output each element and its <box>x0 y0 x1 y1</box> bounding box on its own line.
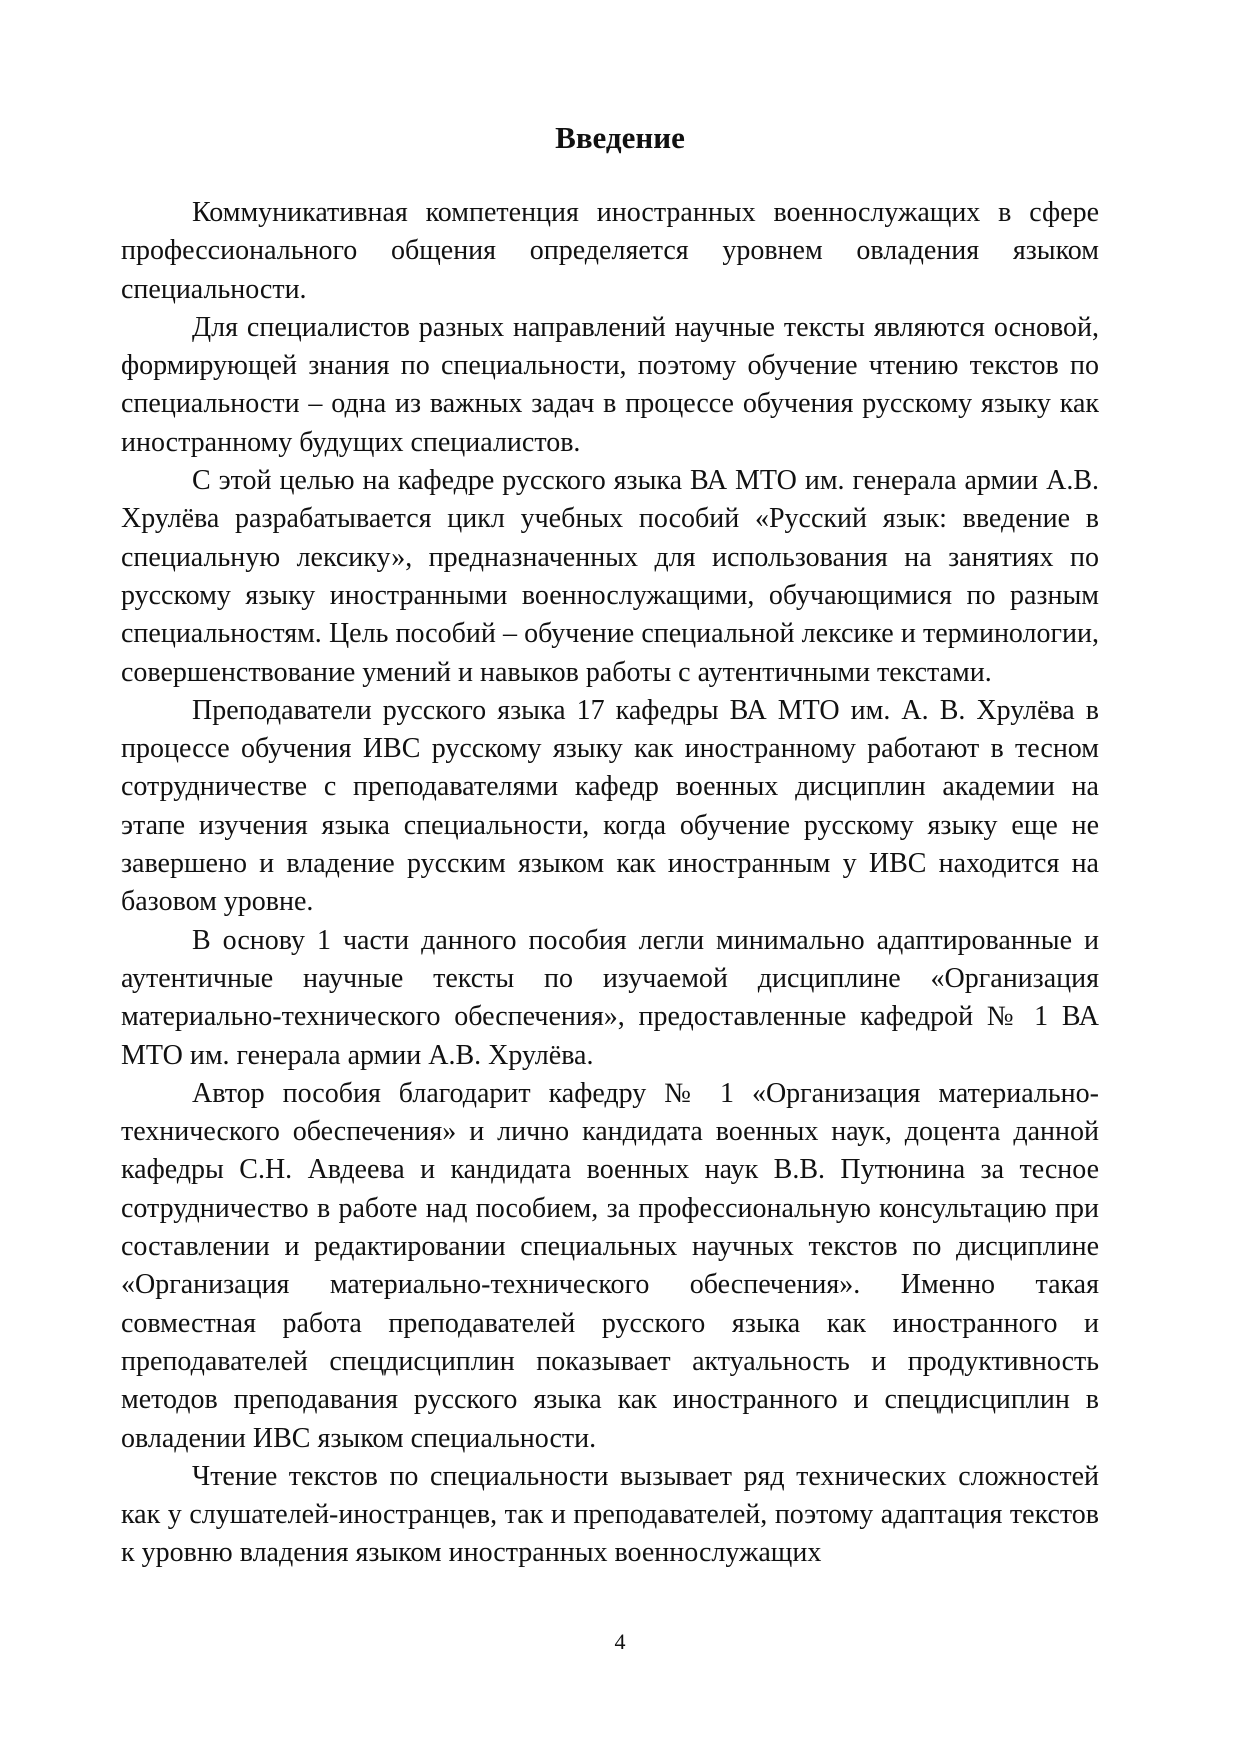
paragraph-4: Преподаватели русского языка 17 кафедры ВА МТО им. А. В. Хрулёва в процессе обучения ИВС русскому языку как иностранному работают в тесном сотрудничестве с преподавателями кафедр военных дисциплин академии на этапе изучения языка специальности, когда обучение русскому языку еще не завершено и владение русским языком как иностранным у ИВС находится на базовом уровне. <box>121 694 1099 918</box>
paragraph-7: Чтение текстов по специальности вызывает ряд технических сложностей как у слушателей-иностранцев, так и преподавателей, поэтому адаптация текстов к уровню владения языком иностранных военнослужащих <box>121 1460 1099 1569</box>
body-text <box>121 194 1099 1573</box>
paragraph-3: С этой целью на кафедре русского языка ВА МТО им. генерала армии А.В. Хрулёва разрабатывается цикл учебных пособий «Русский язык: введение в специальную лексику», предназначенных для использования на занятиях по русскому языку иностранными военнослужащими, обучающимися по разным специальностям. Цель пособий – обучение специальной лексике и терминологии, совершенствование умений и навыков работы с аутентичными текстами. <box>121 465 1099 688</box>
paragraph-6: Автор пособия благодарит кафедру № 1 «Организация материально-технического обеспечения» и лично кандидата военных наук, доцента данной кафедры С.Н. Авдеева и кандидата военных наук В.В. Путюнина за тесное сотрудничество в работе над пособием, за профессиональную консультацию при составлении и редактировании специальных научных текстов по дисциплине «Организация материально-технического обеспечения». Именно такая совместная работа преподавателей русского языка как иностранного и преподавателей спецдисциплин показывает актуальность и продуктивность методов преподавания русского языка как иностранного и спецдисциплин в овладении ИВС языком специальности. <box>121 1077 1099 1454</box>
page-number: 4 <box>614 1629 626 1654</box>
paragraph-1: Коммуникативная компетенция иностранных военнослужащих в сфере профессионального общения определяется уровнем овладения языком специальности. <box>121 197 1099 305</box>
paragraph-5: В основу 1 части данного пособия легли минимально адаптированные и аутентичные научные тексты по изучаемой дисциплине «Организация материально-технического обеспечения», предоставленные кафедрой № 1 ВА МТО им. генерала армии А.В. Хрулёва. <box>121 924 1099 1071</box>
paragraph-2: Для специалистов разных направлений научные тексты являются основой, формирующей знания по специальности, поэтому обучение чтению текстов по специальности – одна из важных задач в процессе обучения русскому языку как иностранному будущих специалистов. <box>121 311 1099 458</box>
page-title: Введение <box>555 120 685 155</box>
